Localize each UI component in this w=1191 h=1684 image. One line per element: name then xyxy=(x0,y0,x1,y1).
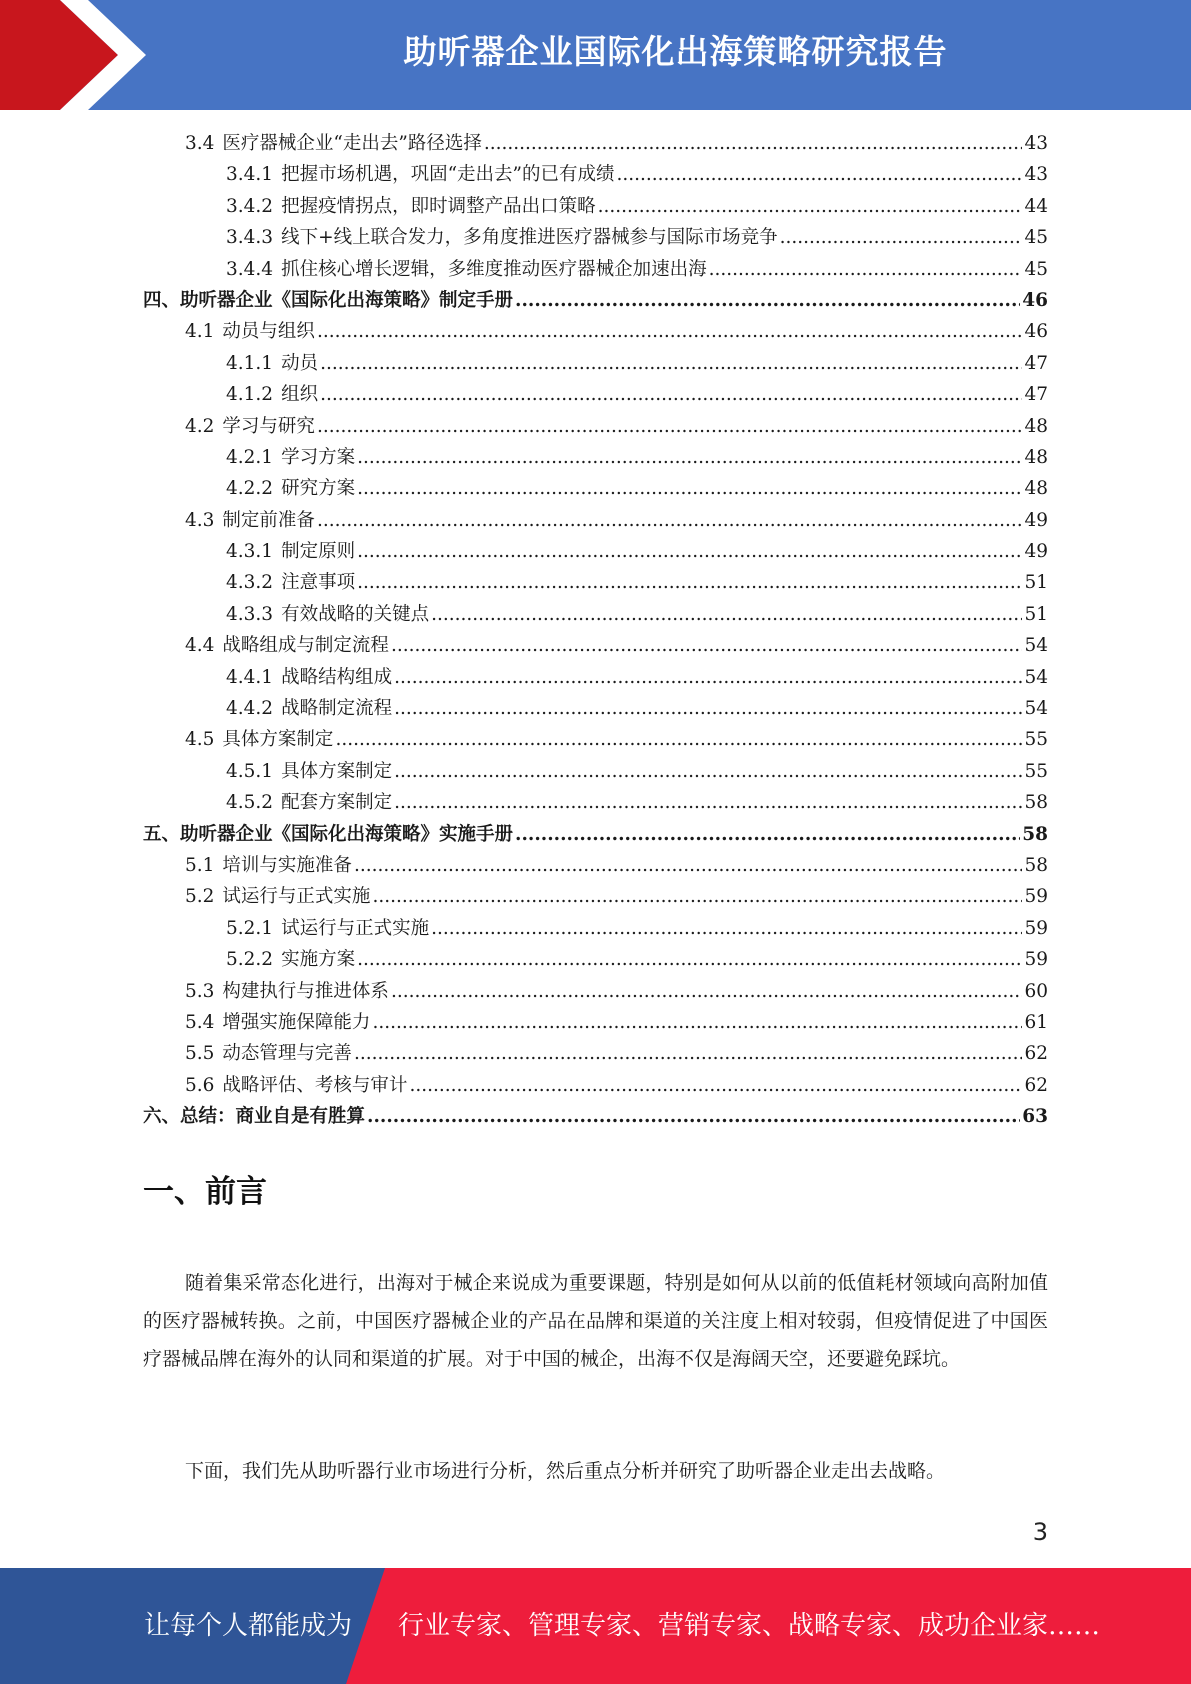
toc-entry-number: 4.3.2 xyxy=(226,572,274,594)
toc-entry-number: 3.4.4 xyxy=(226,258,274,280)
toc-entry[interactable] xyxy=(143,693,1048,724)
toc-entry[interactable] xyxy=(143,881,1048,912)
toc-entry-page: 54 xyxy=(1024,635,1048,657)
toc-leader-dots xyxy=(367,1101,1020,1132)
toc-entry-page: 45 xyxy=(1024,258,1048,280)
toc-entry[interactable] xyxy=(143,724,1048,755)
toc-entry-number: 5.5 xyxy=(185,1043,215,1065)
toc-entry-page: 46 xyxy=(1024,321,1048,343)
toc-entry-number: 3.4.1 xyxy=(226,164,274,186)
toc-entry-label: 动员 xyxy=(281,352,319,374)
toc-entry-label: 战略制定流程 xyxy=(281,698,393,720)
toc-leader-dots xyxy=(320,379,1022,410)
toc-entry-page: 46 xyxy=(1022,289,1048,311)
toc-entry-label: 六、总结：商业自是有胜算 xyxy=(143,1106,366,1128)
toc-entry-label: 构建执行与推进体系 xyxy=(222,980,389,1002)
toc-entry-page: 59 xyxy=(1024,886,1048,908)
toc-leader-dots xyxy=(617,159,1023,190)
toc-entry-label: 具体方案制定 xyxy=(222,729,334,751)
toc-entry-page: 61 xyxy=(1024,1011,1048,1033)
toc-entry-number: 4.5.2 xyxy=(226,792,274,814)
toc-entry-number: 5.6 xyxy=(185,1074,215,1096)
toc-entry[interactable] xyxy=(143,630,1048,661)
toc-leader-dots xyxy=(780,222,1023,253)
footer-slogan-right: 行业专家、管理专家、营销专家、战略专家、成功企业家…… xyxy=(398,1611,1101,1641)
section-title: 一、前言 xyxy=(143,1174,267,1210)
toc-entry[interactable] xyxy=(143,191,1048,222)
page-footer xyxy=(0,1568,1191,1684)
toc-entry[interactable] xyxy=(143,1007,1048,1038)
toc-entry-label: 培训与实施准备 xyxy=(222,854,352,876)
toc-leader-dots xyxy=(354,1038,1023,1069)
toc-entry-number: 5.2 xyxy=(185,886,215,908)
body-paragraph: 随着集采常态化进行，出海对于械企来说成为重要课题，特别是如何从以前的低值耗材领域向高附加值的医疗器械转换。之前，中国医疗器械企业的产品在品牌和渠道的关注度上相对较弱，但疫情促进了中国医疗器械品牌在海外的认同和渠道的扩展。对于中国的械企，出海不仅是海阔天空，还要避免踩坑。 xyxy=(143,1272,1048,1370)
toc-entry-label: 研究方案 xyxy=(281,478,356,500)
toc-entry-page: 48 xyxy=(1024,415,1048,437)
header-title: 助听器企业国际化出海策略研究报告 xyxy=(403,32,948,71)
toc-entry-number: 4.5.1 xyxy=(226,760,274,782)
toc-entry[interactable] xyxy=(143,536,1048,567)
toc-entry-number: 5.2.2 xyxy=(226,949,274,971)
toc-entry-page: 44 xyxy=(1024,195,1048,217)
toc-leader-dots xyxy=(320,348,1022,379)
toc-entry-number: 4.3 xyxy=(185,509,215,531)
toc-entry-page: 48 xyxy=(1024,478,1048,500)
toc-entry-number: 5.4 xyxy=(185,1011,215,1033)
toc-entry-number: 5.1 xyxy=(185,854,215,876)
toc-leader-dots xyxy=(515,285,1020,316)
toc-leader-dots xyxy=(335,724,1022,755)
toc-entry[interactable] xyxy=(143,285,1048,316)
toc-entry-label: 学习与研究 xyxy=(222,415,315,437)
toc-entry-number: 4.3.1 xyxy=(226,541,274,563)
body-paragraph: 下面，我们先从助听器行业市场进行分析，然后重点分析并研究了助听器企业走出去战略。 xyxy=(185,1460,946,1482)
toc-leader-dots xyxy=(357,567,1022,598)
toc-entry[interactable] xyxy=(143,254,1048,285)
toc-entry[interactable] xyxy=(143,599,1048,630)
toc-entry-page: 54 xyxy=(1024,666,1048,688)
toc-entry[interactable] xyxy=(143,442,1048,473)
toc-entry-label: 有效战略的关键点 xyxy=(281,603,430,625)
toc-leader-dots xyxy=(372,881,1022,912)
toc-entry-number: 4.1 xyxy=(185,321,215,343)
toc-entry[interactable] xyxy=(143,505,1048,536)
toc-entry-page: 58 xyxy=(1024,854,1048,876)
toc-entry-number: 5.2.1 xyxy=(226,917,274,939)
page-header xyxy=(0,0,1191,110)
toc-entry-label: 增强实施保障能力 xyxy=(222,1011,371,1033)
toc-entry-label: 线下+线上联合发力，多角度推进医疗器械参与国际市场竞争 xyxy=(281,227,778,249)
toc-entry-page: 45 xyxy=(1024,227,1048,249)
toc-leader-dots xyxy=(431,913,1022,944)
toc-leader-dots xyxy=(357,442,1022,473)
toc-entry-label: 动员与组织 xyxy=(222,321,315,343)
toc-leader-dots xyxy=(394,787,1022,818)
toc-entry[interactable] xyxy=(143,976,1048,1007)
toc-entry[interactable] xyxy=(143,1101,1048,1132)
toc-entry[interactable] xyxy=(143,473,1048,504)
toc-entry-number: 4.3.3 xyxy=(226,603,274,625)
toc-entry[interactable] xyxy=(143,787,1048,818)
toc-entry-page: 58 xyxy=(1022,823,1048,845)
toc-entry-label: 具体方案制定 xyxy=(281,760,393,782)
toc-entry-page: 43 xyxy=(1024,133,1048,154)
toc-entry-label: 学习方案 xyxy=(281,446,356,468)
toc-entry-page: 59 xyxy=(1024,917,1048,939)
toc-leader-dots xyxy=(354,850,1023,881)
toc-entry-number: 4.4.1 xyxy=(226,666,274,688)
toc-entry-label: 战略评估、考核与审计 xyxy=(222,1074,408,1096)
toc-entry[interactable] xyxy=(143,159,1048,190)
toc-entry-label: 抓住核心增长逻辑，多维度推动医疗器械企加速出海 xyxy=(281,258,707,280)
toc-entry-label: 四、助听器企业《国际化出海策略》制定手册 xyxy=(143,289,514,311)
toc-entry-page: 63 xyxy=(1022,1106,1048,1128)
toc-entry[interactable] xyxy=(143,756,1048,787)
toc-leader-dots xyxy=(431,599,1022,630)
toc-entry-page: 51 xyxy=(1024,603,1048,625)
toc-entry-number: 5.3 xyxy=(185,980,215,1002)
toc-leader-dots xyxy=(709,254,1023,285)
toc-entry[interactable] xyxy=(143,913,1048,944)
toc-entry[interactable] xyxy=(143,128,1048,159)
toc-leader-dots xyxy=(484,128,1023,159)
toc-entry-number: 4.2.2 xyxy=(226,478,274,500)
toc-entry-label: 制定原则 xyxy=(281,541,356,563)
toc-entry-number: 4.1.2 xyxy=(226,384,274,406)
toc-leader-dots xyxy=(372,1007,1022,1038)
toc-entry-page: 62 xyxy=(1024,1074,1048,1096)
toc-entry-label: 战略组成与制定流程 xyxy=(222,635,389,657)
toc-entry-page: 47 xyxy=(1024,384,1048,406)
toc-entry-page: 48 xyxy=(1024,446,1048,468)
toc-entry[interactable] xyxy=(143,944,1048,975)
toc-entry-number: 3.4.3 xyxy=(226,227,274,249)
toc-entry-label: 制定前准备 xyxy=(222,509,315,531)
toc-entry-label: 注意事项 xyxy=(281,572,356,594)
toc-entry-label: 试运行与正式实施 xyxy=(281,917,430,939)
toc-entry-label: 试运行与正式实施 xyxy=(222,886,371,908)
toc-entry-number: 4.2.1 xyxy=(226,446,274,468)
toc-entry-label: 配套方案制定 xyxy=(281,792,393,814)
toc-entry-page: 55 xyxy=(1024,729,1048,751)
toc-entry-label: 实施方案 xyxy=(281,949,356,971)
toc-leader-dots xyxy=(391,630,1023,661)
toc-leader-dots xyxy=(515,819,1020,850)
toc-entry-label: 把握疫情拐点，即时调整产品出口策略 xyxy=(281,195,596,217)
toc-entry-page: 58 xyxy=(1024,792,1048,814)
toc-entry[interactable] xyxy=(143,411,1048,442)
toc-entry-page: 59 xyxy=(1024,949,1048,971)
toc-leader-dots xyxy=(317,316,1023,347)
toc-leader-dots xyxy=(394,756,1022,787)
toc-entry[interactable] xyxy=(143,662,1048,693)
toc-leader-dots xyxy=(391,976,1023,1007)
toc-leader-dots xyxy=(394,693,1022,724)
toc-entry-label: 医疗器械企业“走出去”路径选择 xyxy=(222,133,482,154)
toc-entry-label: 动态管理与完善 xyxy=(222,1043,352,1065)
toc-entry-page: 55 xyxy=(1024,760,1048,782)
toc-entry-label: 五、助听器企业《国际化出海策略》实施手册 xyxy=(143,823,514,845)
toc-entry[interactable] xyxy=(143,819,1048,850)
page-number: 3 xyxy=(1032,1518,1048,1546)
toc-entry-page: 49 xyxy=(1024,541,1048,563)
toc-leader-dots xyxy=(409,1070,1022,1101)
toc-entry[interactable] xyxy=(143,1070,1048,1101)
toc-leader-dots xyxy=(394,662,1022,693)
toc-entry-number: 4.4 xyxy=(185,635,215,657)
table-of-contents xyxy=(143,128,1048,1133)
toc-entry-number: 4.1.1 xyxy=(226,352,274,374)
toc-entry-number: 4.2 xyxy=(185,415,215,437)
toc-leader-dots xyxy=(357,536,1022,567)
toc-entry-number: 4.5 xyxy=(185,729,215,751)
toc-entry-page: 51 xyxy=(1024,572,1048,594)
toc-entry[interactable] xyxy=(143,567,1048,598)
toc-entry-page: 49 xyxy=(1024,509,1048,531)
toc-entry-label: 组织 xyxy=(281,384,319,406)
toc-entry[interactable] xyxy=(143,1038,1048,1069)
toc-entry-page: 47 xyxy=(1024,352,1048,374)
toc-entry-number: 4.4.2 xyxy=(226,698,274,720)
toc-entry[interactable] xyxy=(143,316,1048,347)
toc-entry-label: 把握市场机遇，巩固“走出去”的已有成绩 xyxy=(281,164,615,186)
toc-entry-page: 60 xyxy=(1024,980,1048,1002)
toc-entry-label: 战略结构组成 xyxy=(281,666,393,688)
toc-leader-dots xyxy=(317,411,1023,442)
toc-leader-dots xyxy=(598,191,1023,222)
toc-entry[interactable] xyxy=(143,379,1048,410)
toc-leader-dots xyxy=(317,505,1023,536)
toc-leader-dots xyxy=(357,944,1022,975)
toc-entry-page: 62 xyxy=(1024,1043,1048,1065)
toc-entry-number: 3.4.2 xyxy=(226,195,274,217)
footer-slogan-left: 让每个人都能成为 xyxy=(144,1611,353,1641)
toc-entry-page: 54 xyxy=(1024,698,1048,720)
toc-entry[interactable] xyxy=(143,348,1048,379)
toc-entry-page: 43 xyxy=(1024,164,1048,186)
toc-entry-number: 3.4 xyxy=(185,133,215,154)
toc-entry[interactable] xyxy=(143,222,1048,253)
toc-entry[interactable] xyxy=(143,850,1048,881)
toc-leader-dots xyxy=(357,473,1022,504)
